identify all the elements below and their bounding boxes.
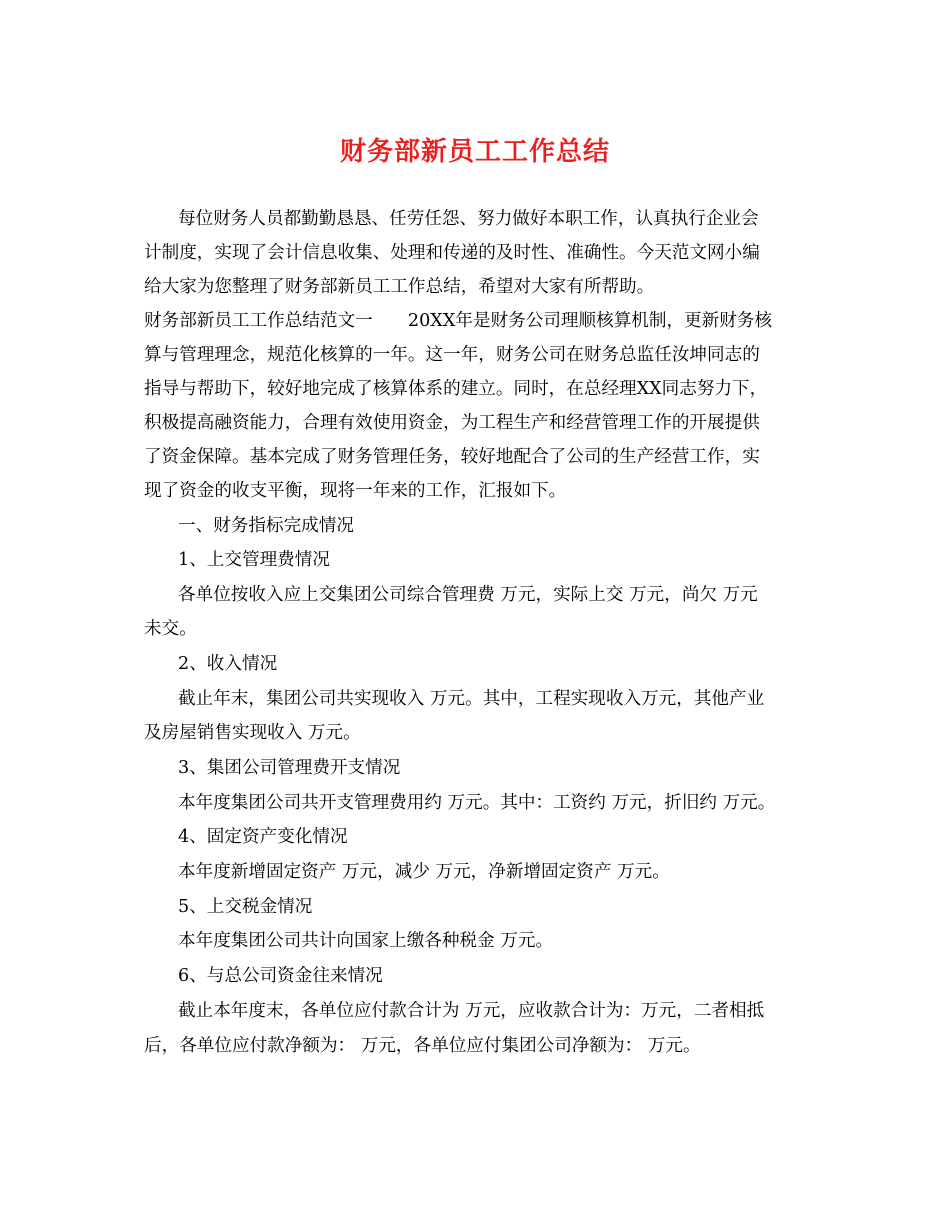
paragraph-line: 未交。 [144, 619, 197, 639]
paragraph-line: 后，各单位应付款净额为： 万元，各单位应付集团公司净额为： 万元。 [144, 1036, 701, 1056]
paragraph-line: 本年度新增固定资产 万元，减少 万元，净新增固定资产 万元。 [178, 862, 670, 882]
paragraph-line: 各单位按收入应上交集团公司综合管理费 万元，实际上交 万元，尚欠 万元 [178, 585, 758, 605]
paragraph-line: 算与管理理念，规范化核算的一年。这一年，财务公司在财务总监任汝坤同志的 [144, 345, 760, 365]
paragraph-line: 本年度集团公司共开支管理费用约 万元。其中：工资约 万元，折旧约 万元。 [178, 793, 776, 813]
paragraph-line: 截止本年度末，各单位应付款合计为 万元，应收款合计为：万元，二者相抵 [178, 1001, 765, 1021]
paragraph-line: 本年度集团公司共计向国家上缴各种税金 万元。 [178, 931, 554, 951]
paragraph-line: 了资金保障。基本完成了财务管理任务，较好地配合了公司的生产经营工作，实 [144, 447, 760, 467]
section-heading: 一、财务指标完成情况 [178, 516, 354, 536]
paragraph-line: 给大家为您整理了财务部新员工工作总结，希望对大家有所帮助。 [144, 277, 655, 297]
paragraph-line: 计制度，实现了会计信息收集、处理和传递的及时性、准确性。今天范文网小编 [144, 243, 760, 263]
subsection-heading: 6、与总公司资金往来情况 [178, 966, 383, 986]
paragraph-line: 指导与帮助下，较好地完成了核算体系的建立。同时，在总经理XX同志努力下， [144, 379, 768, 399]
paragraph-line: 财务部新员工工作总结范文一 20XX年是财务公司理顺核算机制，更新财务核 [144, 311, 773, 331]
paragraph-line: 截止年末，集团公司共实现收入 万元。其中，工程实现收入万元，其他产业 [178, 689, 765, 709]
subsection-heading: 5、上交税金情况 [178, 897, 313, 917]
subsection-heading: 3、集团公司管理费开支情况 [178, 758, 401, 778]
paragraph-line: 现了资金的收支平衡，现将一年来的工作，汇报如下。 [144, 481, 567, 501]
paragraph-line: 积极提高融资能力，合理有效使用资金，为工程生产和经营管理工作的开展提供 [144, 413, 760, 433]
subsection-heading: 2、收入情况 [178, 654, 278, 674]
document-title: 财务部新员工工作总结 [339, 137, 610, 167]
subsection-heading: 1、上交管理费情况 [178, 550, 330, 570]
subsection-heading: 4、固定资产变化情况 [178, 827, 348, 847]
paragraph-line: 及房屋销售实现收入 万元。 [144, 723, 361, 743]
paragraph-line: 每位财务人员都勤勤恳恳、任劳任怨、努力做好本职工作，认真执行企业会 [178, 209, 759, 229]
